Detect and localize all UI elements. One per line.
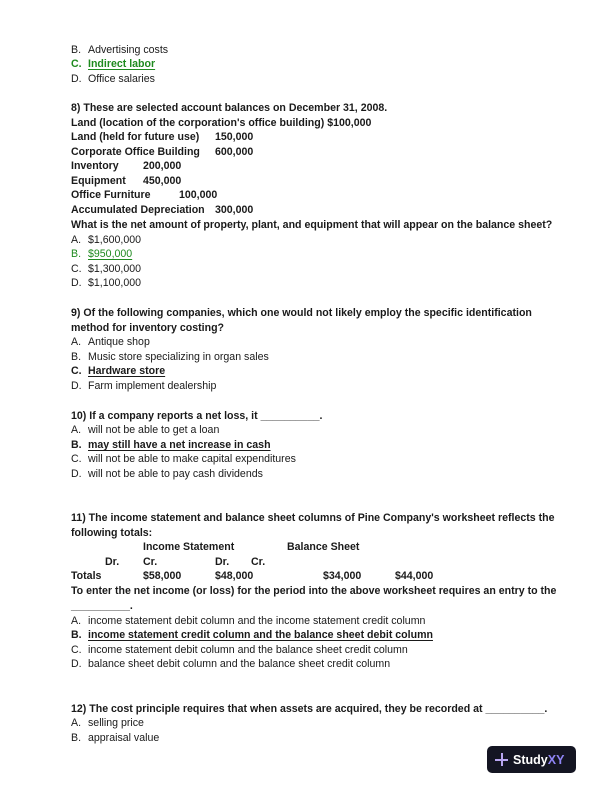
- option-letter: C.: [71, 644, 82, 656]
- option-text: appraisal value: [88, 732, 160, 744]
- option-letter: C.: [71, 365, 82, 377]
- option-text: will not be able to pay cash dividends: [88, 468, 263, 480]
- table-sub-header: Cr.: [251, 556, 266, 568]
- q7-option-d: [71, 72, 155, 86]
- brand-name: Study: [513, 752, 548, 767]
- q9-question-line1: 9) Of the following companies, which one would not likely employ the specific identification: [71, 307, 532, 319]
- q12-option-a: [71, 716, 144, 730]
- table-group-header: Balance Sheet: [287, 541, 360, 553]
- q11-question-line1: 11) The income statement and balance sheet columns of Pine Company's worksheet reflects the: [71, 512, 555, 524]
- option-letter: C.: [71, 58, 82, 70]
- option-letter: A.: [71, 234, 82, 246]
- q11-option-b-correct: [71, 628, 433, 642]
- option-text: may still have a net increase in cash: [88, 439, 271, 451]
- q8-account-name: Office Furniture: [71, 189, 151, 201]
- q8-prompt: What is the net amount of property, plant, and equipment that will appear on the balance sheet?: [71, 219, 553, 231]
- option-letter: B.: [71, 629, 82, 641]
- option-text: Indirect labor: [88, 58, 156, 70]
- option-text: Farm implement dealership: [88, 380, 217, 392]
- q11-option-a: [71, 614, 425, 628]
- table-sub-header: Dr.: [105, 556, 120, 568]
- q11-option-c: [71, 643, 408, 657]
- option-letter: B.: [71, 439, 82, 451]
- table-cell: $58,000: [143, 570, 182, 582]
- account-name: Land (location of the corporation's office building): [71, 117, 325, 129]
- option-letter: B.: [71, 732, 82, 744]
- table-sub-header: Cr.: [143, 556, 158, 568]
- option-text: Hardware store: [88, 365, 166, 377]
- option-letter: B.: [71, 44, 82, 56]
- q8-account-name: Inventory: [71, 160, 119, 172]
- option-text: $1,100,000: [88, 277, 142, 289]
- q9-question-line2: method for inventory costing?: [71, 322, 225, 334]
- q8-account-name: Corporate Office Building: [71, 146, 200, 158]
- option-letter: D.: [71, 380, 82, 392]
- q11-prompt-line2: __________.: [71, 600, 133, 612]
- q8-account-name: Land (held for future use): [71, 131, 200, 143]
- q10-option-c: [71, 452, 296, 466]
- option-text: Office salaries: [88, 73, 155, 85]
- q7-option-b: [71, 43, 168, 57]
- option-text: income statement credit column and the balance sheet debit column: [88, 629, 433, 641]
- option-text: selling price: [88, 717, 144, 729]
- option-letter: A.: [71, 336, 82, 348]
- q9-option-d: [71, 379, 216, 393]
- option-text: Antique shop: [88, 336, 150, 348]
- option-letter: A.: [71, 615, 82, 627]
- option-text: Music store specializing in organ sales: [88, 351, 269, 363]
- q11-prompt-line1: To enter the net income (or loss) for the period into the above worksheet requires an entry to the: [71, 585, 557, 597]
- option-text: $950,000: [88, 248, 133, 260]
- option-letter: A.: [71, 717, 82, 729]
- option-letter: A.: [71, 424, 82, 436]
- q9-option-a: [71, 335, 150, 349]
- option-text: $1,300,000: [88, 263, 142, 275]
- q9-option-b: [71, 350, 269, 364]
- q8-account-name: Accumulated Depreciation: [71, 204, 205, 216]
- option-text: income statement debit column and the income statement credit column: [88, 615, 426, 627]
- q9-option-c-correct: [71, 364, 165, 378]
- q8-account-value: 300,000: [215, 204, 254, 216]
- q8-account-value: 150,000: [215, 131, 254, 143]
- option-text: income statement debit column and the balance sheet credit column: [88, 644, 408, 656]
- option-letter: B.: [71, 351, 82, 363]
- q12-question: 12) The cost principle requires that when assets are acquired, they be recorded at __________.: [71, 703, 548, 715]
- option-letter: C.: [71, 263, 82, 275]
- q8-option-a: [71, 233, 141, 247]
- q10-question: 10) If a company reports a net loss, it __________.: [71, 410, 323, 422]
- option-letter: D.: [71, 468, 82, 480]
- q8-question: 8) These are selected account balances on December 31, 2008.: [71, 102, 388, 114]
- table-cell: $34,000: [323, 570, 362, 582]
- q10-option-d: [71, 467, 263, 481]
- brand-accent: XY: [547, 752, 565, 767]
- q8-option-c: [71, 262, 141, 276]
- q8-option-b-correct: [71, 247, 132, 261]
- q10-option-a: [71, 423, 219, 437]
- q8-account-value: 200,000: [143, 160, 182, 172]
- option-letter: C.: [71, 453, 82, 465]
- option-text: Advertising costs: [88, 44, 169, 56]
- table-sub-header: Dr.: [215, 556, 230, 568]
- q8-account-row: [71, 116, 371, 130]
- q12-option-b: [71, 731, 159, 745]
- plus-icon: [495, 753, 508, 766]
- q11-option-d: [71, 657, 390, 671]
- table-cell: $44,000: [395, 570, 434, 582]
- account-value: $100,000: [327, 117, 372, 129]
- q8-account-value: 100,000: [179, 189, 218, 201]
- option-letter: D.: [71, 277, 82, 289]
- q8-account-value: 450,000: [143, 175, 182, 187]
- option-text: balance sheet debit column and the balance sheet credit column: [88, 658, 391, 670]
- option-letter: D.: [71, 73, 82, 85]
- q8-option-d: [71, 276, 141, 290]
- table-cell: $48,000: [215, 570, 254, 582]
- q10-option-b-correct: [71, 438, 271, 452]
- studyxy-badge[interactable]: [487, 746, 576, 773]
- q8-account-value: 600,000: [215, 146, 254, 158]
- q7-option-c-correct: [71, 57, 155, 71]
- option-letter: D.: [71, 658, 82, 670]
- table-row-label: Totals: [71, 570, 102, 582]
- option-text: $1,600,000: [88, 234, 142, 246]
- option-text: will not be able to make capital expenditures: [88, 453, 296, 465]
- option-text: will not be able to get a loan: [88, 424, 220, 436]
- q8-account-name: Equipment: [71, 175, 126, 187]
- q11-question-line2: following totals:: [71, 527, 153, 539]
- option-letter: B.: [71, 248, 82, 260]
- table-group-header: Income Statement: [143, 541, 235, 553]
